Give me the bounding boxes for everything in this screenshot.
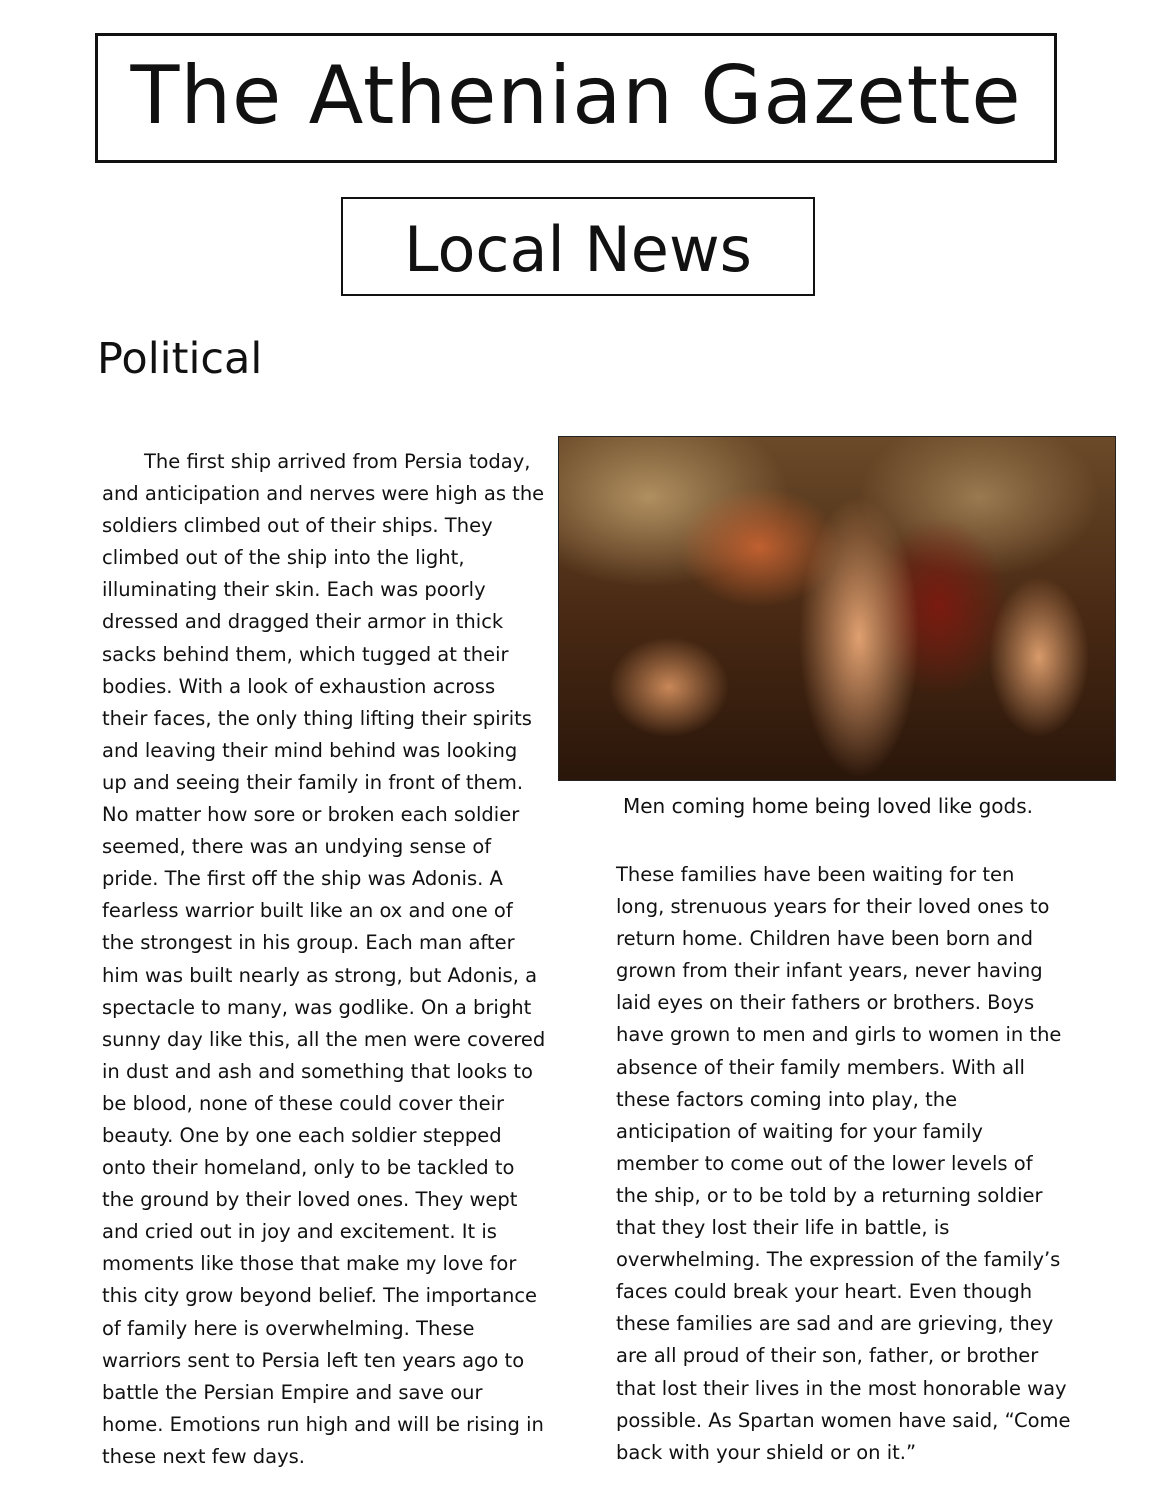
text-line: battle the Persian Empire and save our bbox=[102, 1380, 483, 1404]
text-line: onto their homeland, only to be tackled to bbox=[102, 1156, 515, 1180]
text-line: the ground by their loved ones. They wept bbox=[102, 1188, 518, 1212]
section-header-title: Local News bbox=[404, 212, 752, 286]
text-line: No matter how sore or broken each soldier bbox=[102, 803, 520, 827]
text-line: home. Emotions run high and will be rising in bbox=[102, 1412, 544, 1436]
text-line: bodies. With a look of exhaustion across bbox=[102, 674, 496, 698]
section-header bbox=[341, 197, 815, 296]
image-caption: Men coming home being loved like gods. bbox=[623, 794, 1033, 818]
text-line: of family here is overwhelming. These bbox=[102, 1316, 475, 1340]
text-line: these next few days. bbox=[102, 1444, 305, 1468]
text-line: pride. The first off the ship was Adonis. A bbox=[102, 867, 503, 891]
masthead-title: The Athenian Gazette bbox=[130, 49, 1022, 142]
text-line: that they lost their life in battle, is bbox=[616, 1216, 950, 1240]
text-line: seemed, there was an undying sense of bbox=[102, 835, 492, 859]
text-line: anticipation of waiting for your family bbox=[616, 1119, 983, 1143]
text-line: member to come out of the lower levels of bbox=[616, 1151, 1033, 1175]
text-line: The first ship arrived from Persia today, bbox=[144, 450, 531, 473]
text-line: that lost their lives in the most honorable way bbox=[616, 1376, 1067, 1400]
text-line: the strongest in his group. Each man after bbox=[102, 931, 515, 955]
text-line: these families are sad and are grieving, they bbox=[616, 1312, 1054, 1336]
text-line: possible. As Spartan women have said, “Come bbox=[616, 1408, 1071, 1432]
text-line: these factors coming into play, the bbox=[616, 1087, 958, 1111]
text-line: grown from their infant years, never having bbox=[616, 959, 1043, 983]
text-line: long, strenuous years for their loved ones to bbox=[616, 895, 1050, 919]
text-line: return home. Children have been born and bbox=[616, 927, 1034, 951]
text-line: climbed out of the ship into the light, bbox=[102, 546, 465, 570]
text-line: These families have been waiting for ten bbox=[616, 863, 1015, 886]
text-line: illuminating their skin. Each was poorly bbox=[102, 578, 486, 602]
text-line: fearless warrior built like an ox and one of bbox=[102, 899, 513, 923]
text-line: laid eyes on their fathers or brothers. Boys bbox=[616, 991, 1035, 1015]
text-line: sacks behind them, which tugged at their bbox=[102, 642, 509, 666]
text-line: absence of their family members. With all bbox=[616, 1055, 1025, 1079]
text-line: this city grow beyond belief. The importance bbox=[102, 1284, 538, 1308]
text-line: beauty. One by one each soldier stepped bbox=[102, 1123, 502, 1147]
text-line: back with your shield or on it.” bbox=[616, 1440, 917, 1464]
text-line: the ship, or to be told by a returning soldier bbox=[616, 1183, 1043, 1207]
text-line: their faces, the only thing lifting their spirits bbox=[102, 706, 532, 730]
text-line: moments like those that make my love for bbox=[102, 1252, 517, 1276]
text-line: be blood, none of these could cover their bbox=[102, 1091, 505, 1115]
article-right-column bbox=[616, 859, 1071, 1469]
text-line: him was built nearly as strong, but Adonis, a bbox=[102, 963, 538, 987]
text-line: and anticipation and nerves were high as the bbox=[102, 482, 545, 506]
text-line: sunny day like this, all the men were covered bbox=[102, 1027, 546, 1051]
text-line: are all proud of their son, father, or brother bbox=[616, 1344, 1039, 1368]
text-line: in dust and ash and something that looks to bbox=[102, 1059, 533, 1083]
text-line: soldiers climbed out of their ships. They bbox=[102, 514, 493, 538]
article-left-column bbox=[102, 446, 545, 1473]
article-painting-image bbox=[558, 436, 1116, 781]
text-line: warriors sent to Persia left ten years ago to bbox=[102, 1348, 525, 1372]
masthead bbox=[95, 33, 1057, 163]
article-heading: Political bbox=[97, 334, 263, 384]
text-line: spectacle to many, was godlike. On a bright bbox=[102, 995, 532, 1019]
text-line: and cried out in joy and excitement. It is bbox=[102, 1220, 497, 1244]
text-line: faces could break your heart. Even though bbox=[616, 1280, 1033, 1304]
text-line: dressed and dragged their armor in thick bbox=[102, 610, 504, 634]
text-line: and leaving their mind behind was looking bbox=[102, 738, 518, 762]
text-line: have grown to men and girls to women in the bbox=[616, 1023, 1062, 1047]
text-line: up and seeing their family in front of them. bbox=[102, 770, 524, 794]
text-line: overwhelming. The expression of the family’s bbox=[616, 1248, 1061, 1272]
